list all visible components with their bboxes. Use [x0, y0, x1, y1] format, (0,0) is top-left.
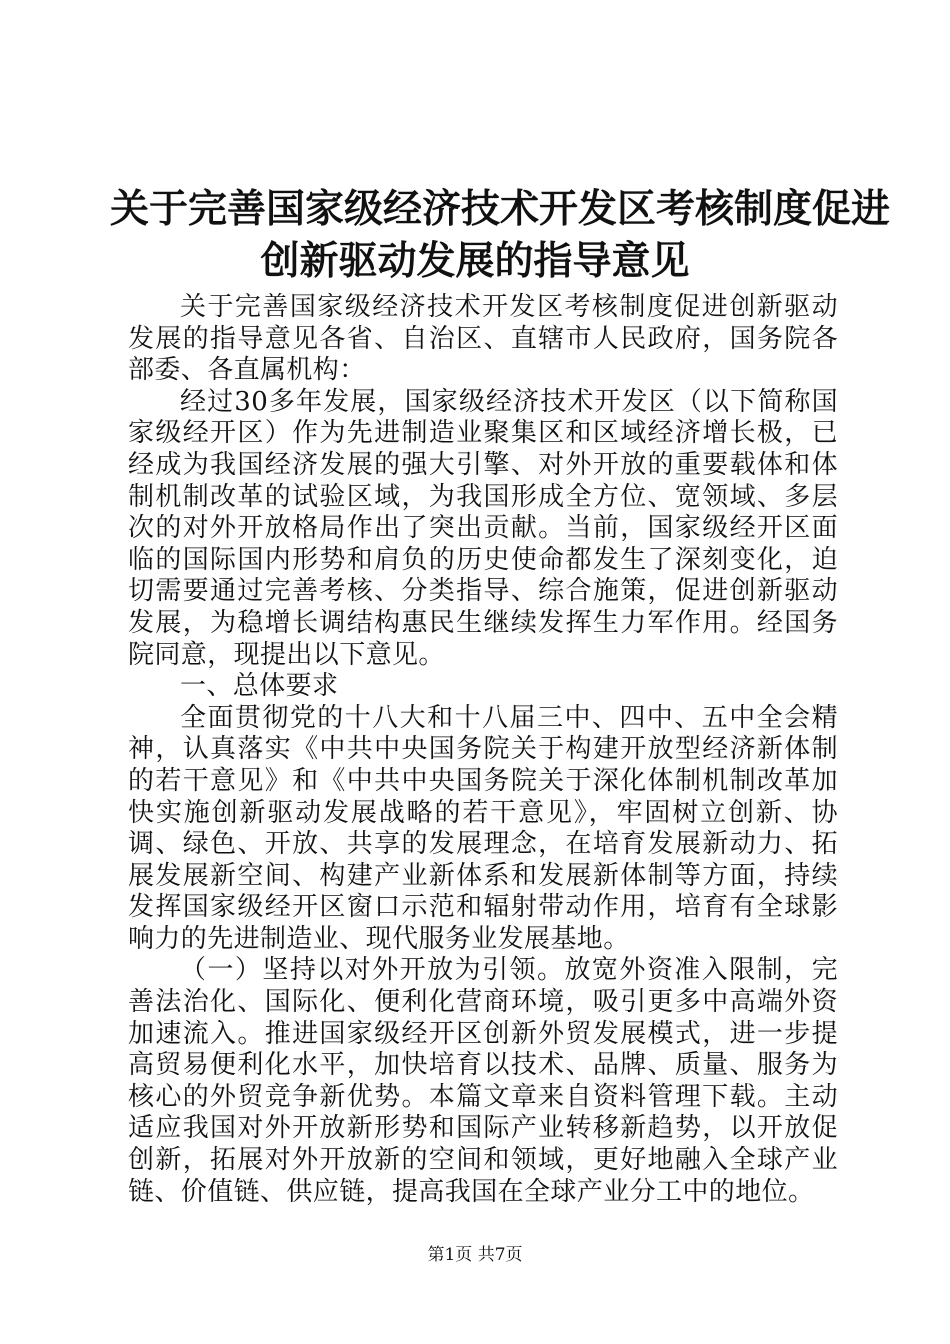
- paragraph-salutation: 关于完善国家级经济技术开发区考核制度促进创新驱动发展的指导意见各省、自治区、直辖市人民政府，国务院各部委、各直属机构：: [128, 292, 838, 386]
- document-title-line-1: 关于完善国家级经济技术开发区考核制度促进: [110, 187, 891, 232]
- document-title-line-2: 创新驱动发展的指导意见: [260, 239, 690, 284]
- paragraph-general-requirements: 全面贯彻党的十八大和十八届三中、四中、五中全会精神，认真落实《中共中央国务院关于构建开放型经济新体制的若干意见》和《中共中央国务院关于深化体制机制改革加快实施创新驱动发展战略的若干意见》，牢固树立创新、协调、绿色、开放、共享的发展理念，在培育发展新动力、拓展发展新空间、构建产业新体系和发展新体制等方面，持续发挥国家级经开区窗口示范和辐射带动作用，培育有全球影响力的先进制造业、现代服务业发展基地。: [128, 702, 838, 954]
- page-number-footer: 第1页 共7页: [427, 1245, 523, 1265]
- paragraph-opening-up: （一）坚持以对外开放为引领。放宽外资准入限制，完善法治化、国际化、便利化营商环境，吸引更多中高端外资加速流入。推进国家级经开区创新外贸发展模式，进一步提高贸易便利化水平，加快培育以技术、品牌、质量、服务为核心的外贸竞争新优势。本篇文章来自资料管理下载。主动适应我国对外开放新形势和国际产业转移新趋势，以开放促创新，拓展对外开放新的空间和领域，更好地融入全球产业链、价值链、供应链，提高我国在全球产业分工中的地位。: [128, 955, 838, 1207]
- document-body: [128, 292, 838, 1208]
- section-heading-general-requirements: 一、总体要求: [180, 671, 339, 702]
- paragraph-background: 经过30多年发展，国家级经济技术开发区（以下简称国家级经开区）作为先进制造业聚集区和区域经济增长极，已经成为我国经济发展的强大引擎、对外开放的重要载体和体制机制改革的试验区域，为我国形成全方位、宽领域、多层次的对外开放格局作出了突出贡献。当前，国家级经开区面临的国际国内形势和肩负的历史使命都发生了深刻变化，迫切需要通过完善考核、分类指导、综合施策，促进创新驱动发展，为稳增长调结构惠民生继续发挥生力军作用。经国务院同意，现提出以下意见。: [128, 386, 838, 670]
